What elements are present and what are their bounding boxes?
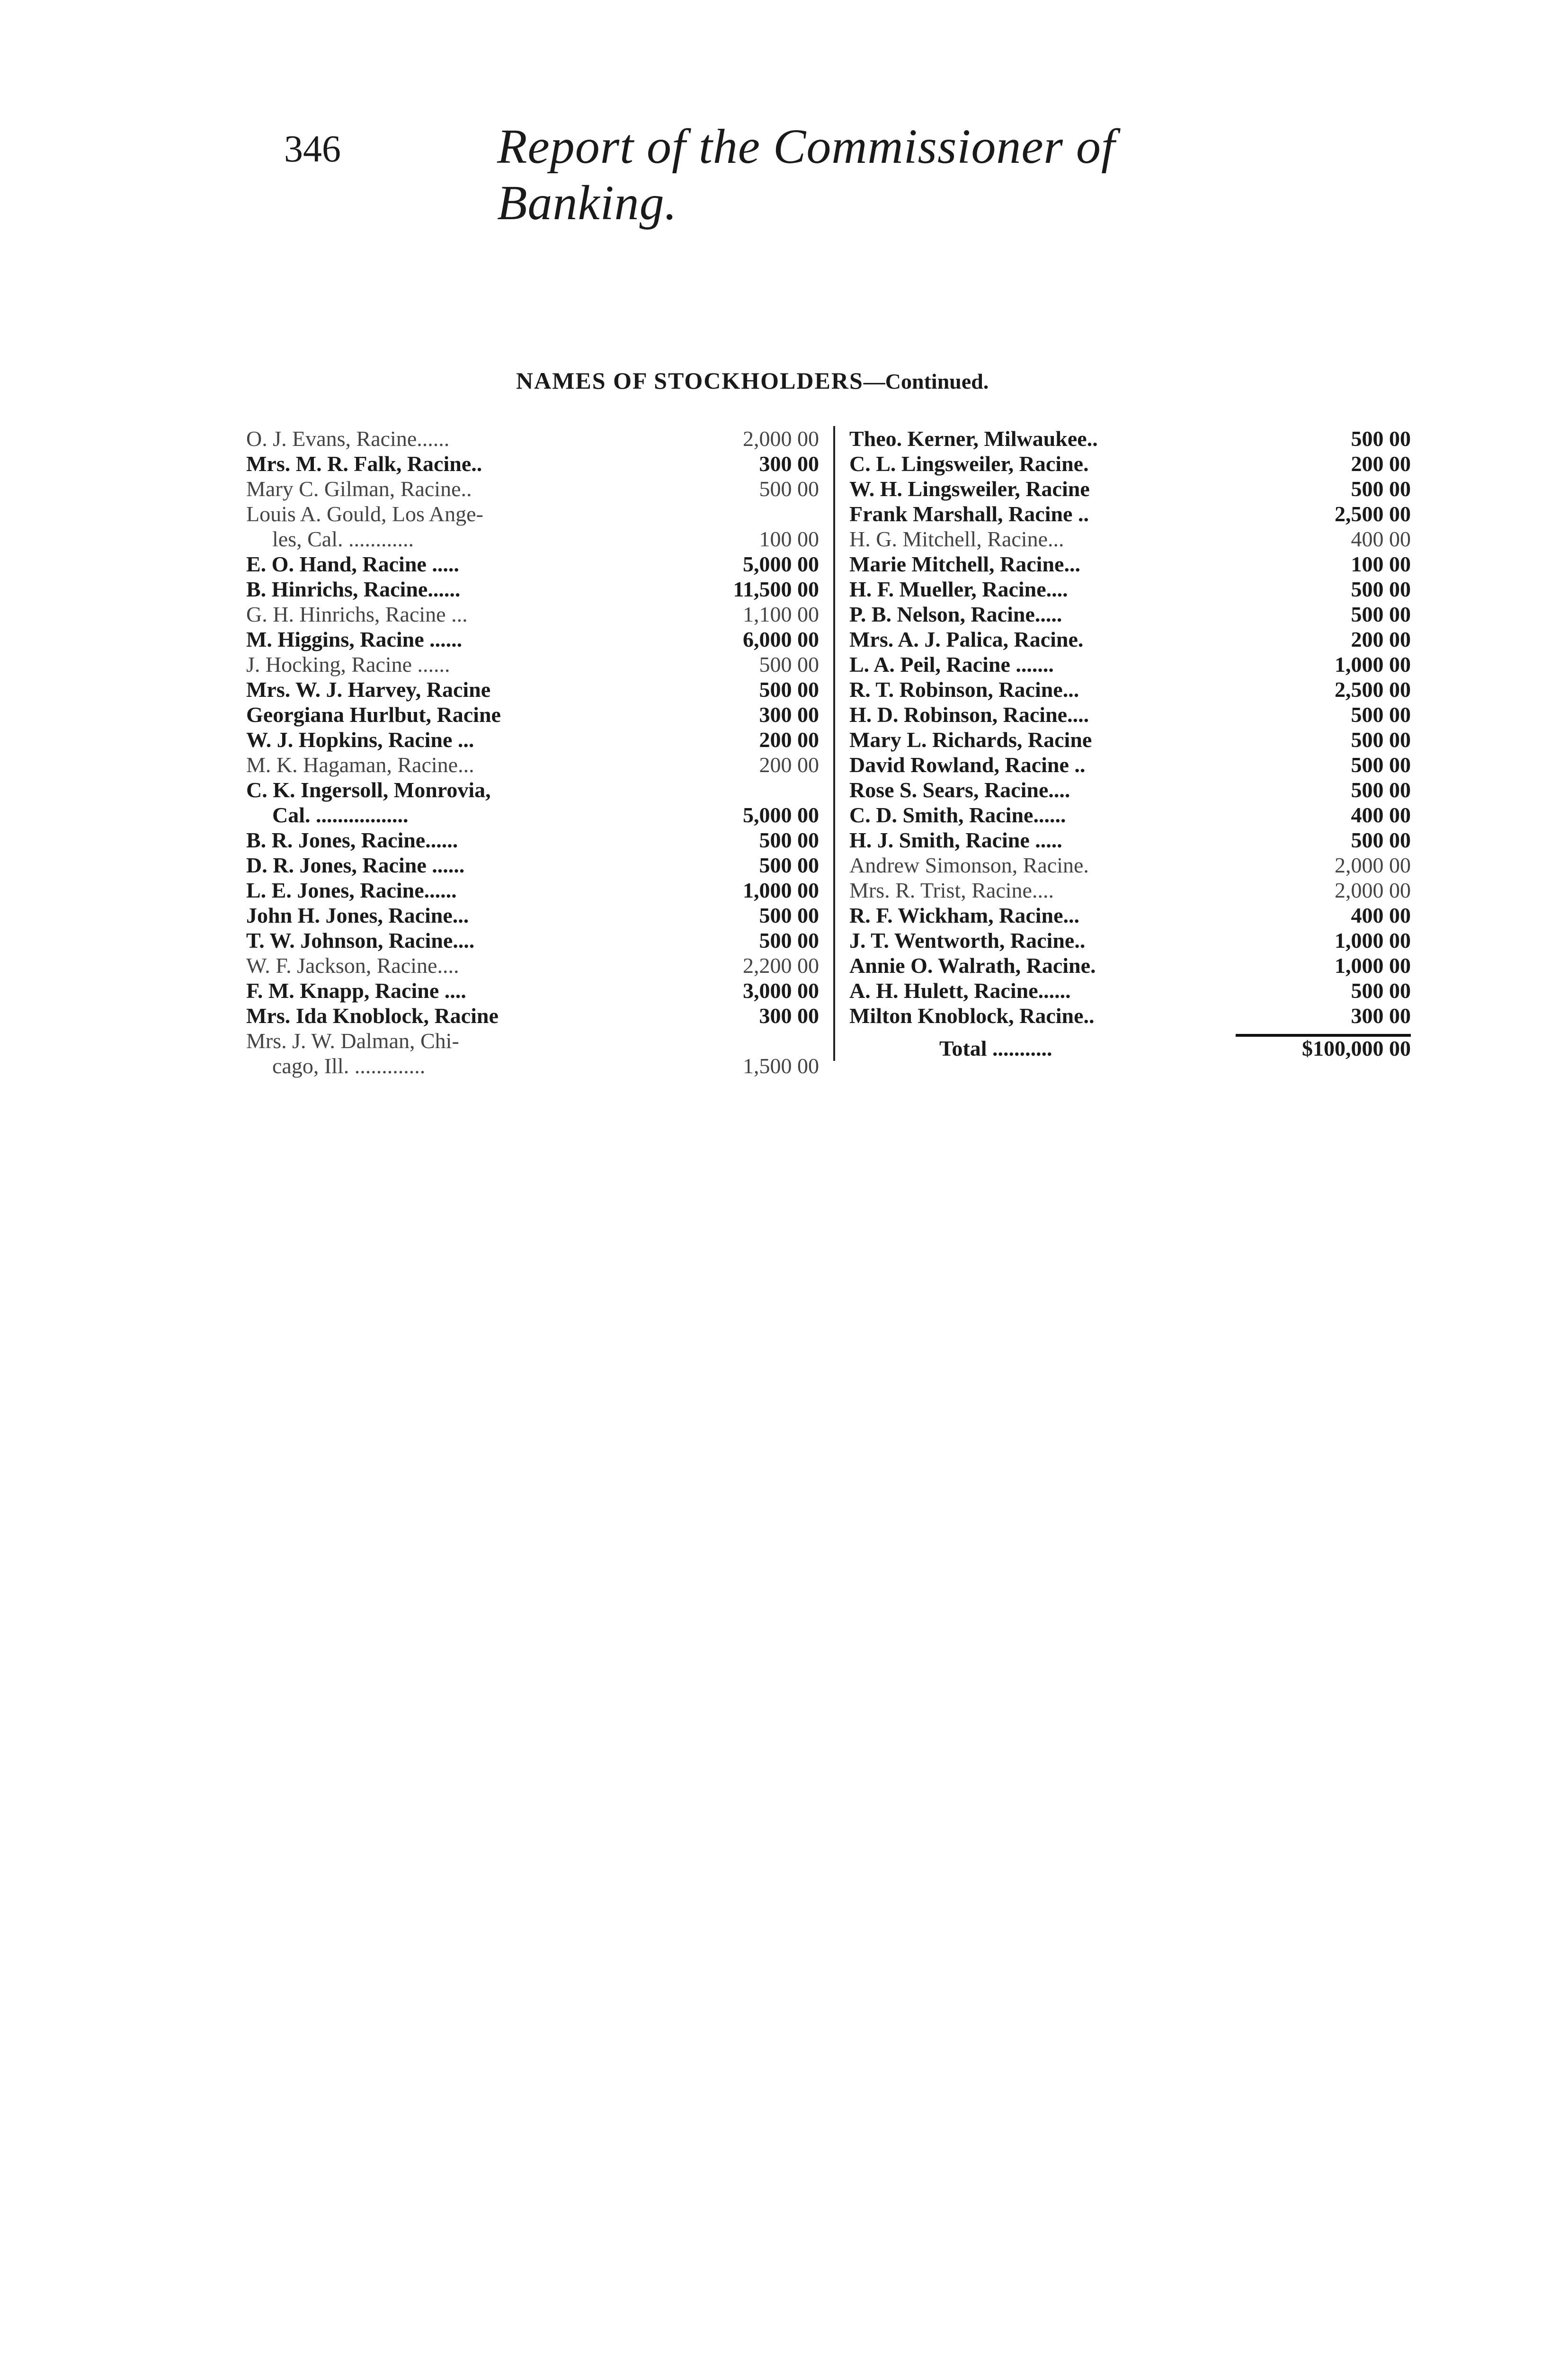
total-amount: $100,000 00 (1302, 1036, 1411, 1060)
stockholder-amount: 400 00 (1351, 527, 1411, 551)
stockholder-amount: 100 00 (1351, 552, 1411, 576)
stockholder-name: Mrs. W. J. Harvey, Racine (246, 677, 491, 702)
stockholder-row (849, 501, 1411, 526)
stockholder-row (246, 853, 824, 878)
stockholder-amount: 500 00 (1351, 828, 1411, 852)
stockholder-name: Mrs. A. J. Palica, Racine. (849, 627, 1084, 651)
stockholder-row (246, 953, 824, 978)
stockholder-name: Theo. Kerner, Milwaukee.. (849, 427, 1098, 451)
stockholder-amount: 1,000 00 (1335, 953, 1411, 978)
stockholder-name: Rose S. Sears, Racine.... (849, 778, 1070, 802)
stockholder-name: C. L. Lingsweiler, Racine. (849, 452, 1089, 476)
stockholder-row (849, 702, 1411, 727)
stockholder-name: Frank Marshall, Racine .. (849, 502, 1089, 526)
stockholder-name: Milton Knoblock, Racine.. (849, 1004, 1095, 1028)
stockholder-amount: 500 00 (1351, 778, 1411, 802)
stockholder-row (849, 727, 1411, 752)
stockholder-amount: 400 00 (1351, 803, 1411, 827)
stockholder-name: R. T. Robinson, Racine... (849, 677, 1079, 702)
stockholder-name: Marie Mitchell, Racine... (849, 552, 1080, 576)
stockholder-name: L. A. Peil, Racine ....... (849, 652, 1054, 676)
stockholder-amount: 5,000 00 (743, 803, 819, 827)
stockholder-name: H. F. Mueller, Racine.... (849, 577, 1068, 601)
stockholder-amount: 500 00 (1351, 979, 1411, 1003)
stockholder-row (849, 652, 1411, 677)
stockholder-amount: 200 00 (759, 753, 819, 777)
stockholder-row (849, 978, 1411, 1003)
stockholder-name: C. D. Smith, Racine...... (849, 803, 1066, 827)
stockholder-name: R. F. Wickham, Racine... (849, 903, 1080, 927)
total-row (849, 1036, 1411, 1061)
stockholder-amount: 1,000 00 (1335, 928, 1411, 952)
stockholder-row (246, 752, 824, 777)
stockholder-name: Mrs. R. Trist, Racine.... (849, 878, 1054, 902)
stockholder-name: M. K. Hagaman, Racine... (246, 753, 474, 777)
stockholder-row (849, 476, 1411, 501)
stockholder-row (849, 903, 1411, 928)
stockholder-name: A. H. Hulett, Racine...... (849, 979, 1071, 1003)
stockholder-amount: 500 00 (1351, 427, 1411, 451)
stockholder-row (246, 903, 824, 928)
stockholder-row (246, 1003, 824, 1028)
stockholder-name: H. D. Robinson, Racine.... (849, 703, 1089, 727)
stockholder-amount: 500 00 (1351, 577, 1411, 601)
stockholder-row (246, 1028, 824, 1053)
stockholder-amount: 500 00 (759, 477, 819, 501)
stockholder-row (246, 426, 824, 451)
stockholder-name: F. M. Knapp, Racine .... (246, 979, 466, 1003)
stockholder-amount: 100 00 (759, 527, 819, 551)
stockholder-name: Louis A. Gould, Los Ange- (246, 502, 483, 526)
stockholder-amount: 500 00 (1351, 477, 1411, 501)
stockholder-row (246, 577, 824, 602)
stockholder-amount: 400 00 (1351, 903, 1411, 927)
stockholder-row (246, 526, 824, 552)
stockholder-name: Mrs. J. W. Dalman, Chi- (246, 1029, 459, 1053)
stockholder-row (246, 652, 824, 677)
stockholder-name: G. H. Hinrichs, Racine ... (246, 602, 468, 626)
stockholder-name: Mary C. Gilman, Racine.. (246, 477, 472, 501)
stockholder-amount: 500 00 (1351, 602, 1411, 626)
stockholder-row (849, 1003, 1411, 1028)
stockholder-row (246, 802, 824, 828)
stockholder-amount: 500 00 (759, 928, 819, 952)
stockholder-amount: 2,000 00 (1335, 878, 1411, 902)
stockholder-amount: 300 00 (1351, 1004, 1411, 1028)
stockholder-name: H. G. Mitchell, Racine... (849, 527, 1064, 551)
stockholder-row (246, 878, 824, 903)
stockholder-row (246, 828, 824, 853)
stockholder-row (246, 1053, 824, 1078)
stockholder-row (246, 677, 824, 702)
stockholder-name: Mrs. Ida Knoblock, Racine (246, 1004, 499, 1028)
stockholder-name: O. J. Evans, Racine...... (246, 427, 450, 451)
stockholder-name: E. O. Hand, Racine ..... (246, 552, 459, 576)
section-heading (516, 367, 989, 394)
stockholder-amount: 2,500 00 (1335, 502, 1411, 526)
stockholder-amount: 300 00 (759, 452, 819, 476)
stockholder-name: P. B. Nelson, Racine..... (849, 602, 1062, 626)
stockholder-name: W. F. Jackson, Racine.... (246, 953, 459, 978)
stockholder-name: J. T. Wentworth, Racine.. (849, 928, 1086, 952)
stockholder-amount: 2,200 00 (743, 953, 819, 978)
stockholder-row (246, 777, 824, 802)
stockholder-name: B. Hinrichs, Racine...... (246, 577, 461, 601)
stockholder-amount: 500 00 (759, 903, 819, 927)
stockholder-name: M. Higgins, Racine ...... (246, 627, 463, 651)
stockholder-row (246, 727, 824, 752)
stockholder-amount: 6,000 00 (743, 627, 819, 651)
stockholder-row (246, 702, 824, 727)
stockholder-row (849, 577, 1411, 602)
stockholder-row (849, 928, 1411, 953)
stockholder-row (849, 602, 1411, 627)
stockholder-row (246, 476, 824, 501)
stockholders-right-column (833, 426, 1411, 1061)
page-number: 346 (284, 128, 341, 170)
stockholder-row (849, 853, 1411, 878)
stockholder-amount: 200 00 (1351, 452, 1411, 476)
stockholder-row (849, 953, 1411, 978)
stockholder-amount: 2,000 00 (743, 427, 819, 451)
stockholder-name: Annie O. Walrath, Racine. (849, 953, 1096, 978)
stockholders-left-column (246, 426, 824, 1078)
stockholder-amount: 1,000 00 (743, 878, 819, 902)
stockholder-amount: 3,000 00 (743, 979, 819, 1003)
stockholder-name: David Rowland, Racine .. (849, 753, 1086, 777)
stockholder-name: D. R. Jones, Racine ...... (246, 853, 465, 877)
stockholder-name: L. E. Jones, Racine...... (246, 878, 457, 902)
stockholder-amount: 11,500 00 (733, 577, 819, 601)
stockholder-row (849, 777, 1411, 802)
stockholder-name: W. H. Lingsweiler, Racine (849, 477, 1090, 501)
stockholder-amount: 300 00 (759, 703, 819, 727)
stockholder-amount: 500 00 (759, 828, 819, 852)
stockholder-name: Mary L. Richards, Racine (849, 728, 1092, 752)
stockholder-row (849, 752, 1411, 777)
stockholder-amount: 200 00 (1351, 627, 1411, 651)
stockholder-name: Andrew Simonson, Racine. (849, 853, 1089, 877)
stockholder-amount: 5,000 00 (743, 552, 819, 576)
stockholder-amount: 300 00 (759, 1004, 819, 1028)
stockholder-row (246, 978, 824, 1003)
stockholder-row (246, 451, 824, 476)
stockholder-row (849, 878, 1411, 903)
stockholder-row (849, 802, 1411, 828)
stockholder-row (246, 552, 824, 577)
stockholder-amount: 500 00 (1351, 728, 1411, 752)
stockholder-name: H. J. Smith, Racine ..... (849, 828, 1062, 852)
stockholder-row (246, 928, 824, 953)
stockholder-amount: 500 00 (1351, 703, 1411, 727)
stockholder-name: B. R. Jones, Racine...... (246, 828, 458, 852)
stockholder-amount: 500 00 (759, 853, 819, 877)
stockholder-row (849, 828, 1411, 853)
stockholder-amount: 500 00 (759, 652, 819, 676)
stockholder-name: J. Hocking, Racine ...... (246, 652, 450, 676)
stockholder-amount: 1,100 00 (743, 602, 819, 626)
stockholder-name: Georgiana Hurlbut, Racine (246, 703, 501, 727)
stockholder-name: John H. Jones, Racine... (246, 903, 469, 927)
stockholder-amount: 1,000 00 (1335, 652, 1411, 676)
section-title: NAMES OF STOCKHOLDERS (516, 367, 864, 394)
stockholder-amount: 500 00 (1351, 753, 1411, 777)
stockholder-row (849, 552, 1411, 577)
stockholder-row (849, 451, 1411, 476)
stockholder-row (849, 677, 1411, 702)
running-title: Report of the Commissioner of Banking. (497, 119, 1115, 230)
stockholder-name: Cal. ................. (272, 803, 409, 827)
stockholder-amount: 2,000 00 (1335, 853, 1411, 877)
stockholder-name: Mrs. M. R. Falk, Racine.. (246, 452, 482, 476)
stockholder-name: T. W. Johnson, Racine.... (246, 928, 475, 952)
stockholder-amount: 500 00 (759, 677, 819, 702)
stockholder-name: W. J. Hopkins, Racine ... (246, 728, 474, 752)
stockholder-row (246, 602, 824, 627)
stockholder-row (849, 526, 1411, 552)
stockholder-amount: 2,500 00 (1335, 677, 1411, 702)
stockholder-name: C. K. Ingersoll, Monrovia, (246, 778, 491, 802)
total-label: Total ........... (939, 1036, 1052, 1060)
stockholder-amount: 1,500 00 (743, 1054, 819, 1078)
stockholder-row (849, 426, 1411, 451)
stockholder-name: cago, Ill. ............. (272, 1054, 426, 1078)
stockholder-row (246, 501, 824, 526)
stockholder-row (849, 627, 1411, 652)
stockholder-name: les, Cal. ............ (272, 527, 414, 551)
stockholder-amount: 200 00 (759, 728, 819, 752)
stockholder-row (246, 627, 824, 652)
page-header (284, 118, 1278, 230)
section-continued: —Continued. (863, 369, 989, 393)
